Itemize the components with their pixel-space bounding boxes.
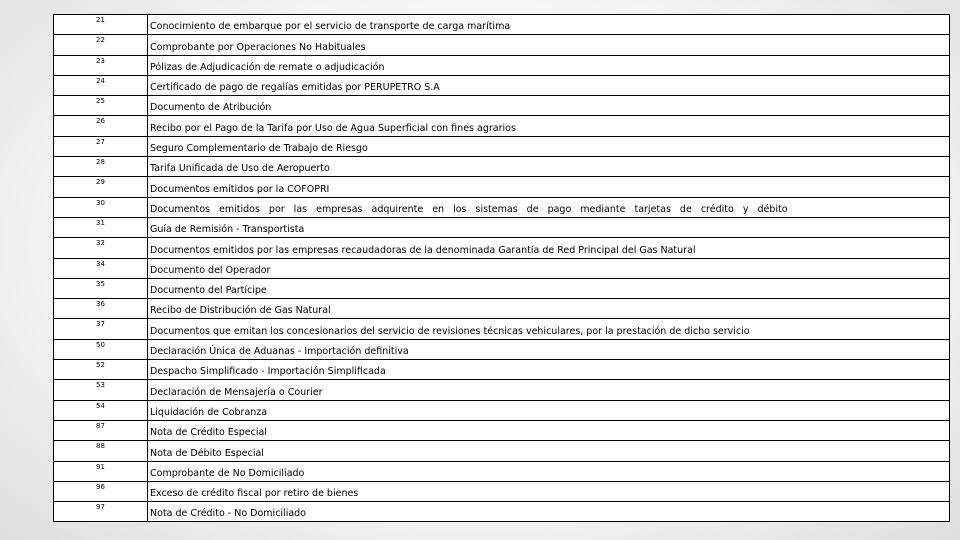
- description-cell: Declaración de Mensajería o Courier: [148, 380, 950, 400]
- table-row: [54, 217, 950, 237]
- code-cell: 34: [54, 258, 148, 278]
- table-row: [54, 157, 950, 177]
- description-cell: Nota de Crédito - No Domiciliado: [148, 502, 950, 522]
- code-cell: 27: [54, 136, 148, 156]
- code-cell: 32: [54, 238, 148, 258]
- table-row: [54, 400, 950, 420]
- table-row: [54, 360, 950, 380]
- description-cell: Documentos emitidos por las empresas recaudadoras de la denominada Garantía de Red Principal del Gas Natural: [148, 238, 950, 258]
- description-cell: Exceso de crédito fiscal por retiro de bienes: [148, 481, 950, 501]
- document-types-table-container: [53, 14, 950, 540]
- description-cell: Pólizas de Adjudicación de remate o adjudicación: [148, 55, 950, 75]
- table-row: [54, 461, 950, 481]
- description-cell: Documento del Operador: [148, 258, 950, 278]
- table-row: [54, 136, 950, 156]
- code-cell: 26: [54, 116, 148, 136]
- table-row: [54, 15, 950, 35]
- table-row: [54, 441, 950, 461]
- code-cell: 50: [54, 339, 148, 359]
- description-cell: Seguro Complementario de Trabajo de Riesgo: [148, 136, 950, 156]
- description-cell: Documentos emitidos por las empresas adquirente en los sistemas de pago mediante tarjetas de crédito y débito: [148, 197, 950, 217]
- code-cell: 23: [54, 55, 148, 75]
- table-row: [54, 481, 950, 501]
- code-cell: 29: [54, 177, 148, 197]
- code-cell: 25: [54, 96, 148, 116]
- table-row: [54, 197, 950, 217]
- code-cell: 30: [54, 197, 148, 217]
- description-cell: Liquidación de Cobranza: [148, 400, 950, 420]
- code-cell: 36: [54, 299, 148, 319]
- description-cell: Despacho Simplificado - Importación Simplificada: [148, 360, 950, 380]
- code-cell: 52: [54, 360, 148, 380]
- table-body: [54, 15, 950, 522]
- code-cell: 37: [54, 319, 148, 339]
- table-row: [54, 420, 950, 440]
- description-cell: Comprobante por Operaciones No Habituales: [148, 35, 950, 55]
- code-cell: 28: [54, 157, 148, 177]
- code-cell: 24: [54, 75, 148, 95]
- description-cell: Recibo de Distribución de Gas Natural: [148, 299, 950, 319]
- table-row: [54, 238, 950, 258]
- description-cell: Nota de Crédito Especial: [148, 420, 950, 440]
- table-row: [54, 35, 950, 55]
- code-cell: 54: [54, 400, 148, 420]
- description-cell: Conocimiento de embarque por el servicio de transporte de carga marítima: [148, 15, 950, 35]
- description-cell: Guía de Remisión - Transportista: [148, 217, 950, 237]
- table-row: [54, 258, 950, 278]
- description-cell: Documentos que emitan los concesionarios del servicio de revisiones técnicas vehiculares, por la prestación de dicho servicio: [148, 319, 950, 339]
- description-cell: Recibo por el Pago de la Tarifa por Uso de Agua Superficial con fines agrarios: [148, 116, 950, 136]
- code-cell: 35: [54, 278, 148, 298]
- table-row: [54, 299, 950, 319]
- table-row: [54, 116, 950, 136]
- description-cell: Documento de Atribución: [148, 96, 950, 116]
- table-row: [54, 278, 950, 298]
- code-cell: 87: [54, 420, 148, 440]
- table-row: [54, 177, 950, 197]
- description-cell: Tarifa Unificada de Uso de Aeropuerto: [148, 157, 950, 177]
- document-types-table: [53, 14, 950, 522]
- code-cell: 97: [54, 502, 148, 522]
- description-cell: Comprobante de No Domiciliado: [148, 461, 950, 481]
- description-cell: Documentos emitidos por la COFOPRI: [148, 177, 950, 197]
- code-cell: 21: [54, 15, 148, 35]
- code-cell: 22: [54, 35, 148, 55]
- description-cell: Documento del Partícipe: [148, 278, 950, 298]
- table-row: [54, 339, 950, 359]
- code-cell: 53: [54, 380, 148, 400]
- description-cell: Declaración Única de Aduanas - Importación definitiva: [148, 339, 950, 359]
- table-row: [54, 380, 950, 400]
- table-row: [54, 319, 950, 339]
- code-cell: 31: [54, 217, 148, 237]
- table-row: [54, 96, 950, 116]
- code-cell: 88: [54, 441, 148, 461]
- table-row: [54, 502, 950, 522]
- code-cell: 91: [54, 461, 148, 481]
- description-cell: Nota de Débito Especial: [148, 441, 950, 461]
- table-row: [54, 75, 950, 95]
- code-cell: 96: [54, 481, 148, 501]
- table-row: [54, 55, 950, 75]
- description-cell: Certificado de pago de regalías emitidas por PERUPETRO S.A: [148, 75, 950, 95]
